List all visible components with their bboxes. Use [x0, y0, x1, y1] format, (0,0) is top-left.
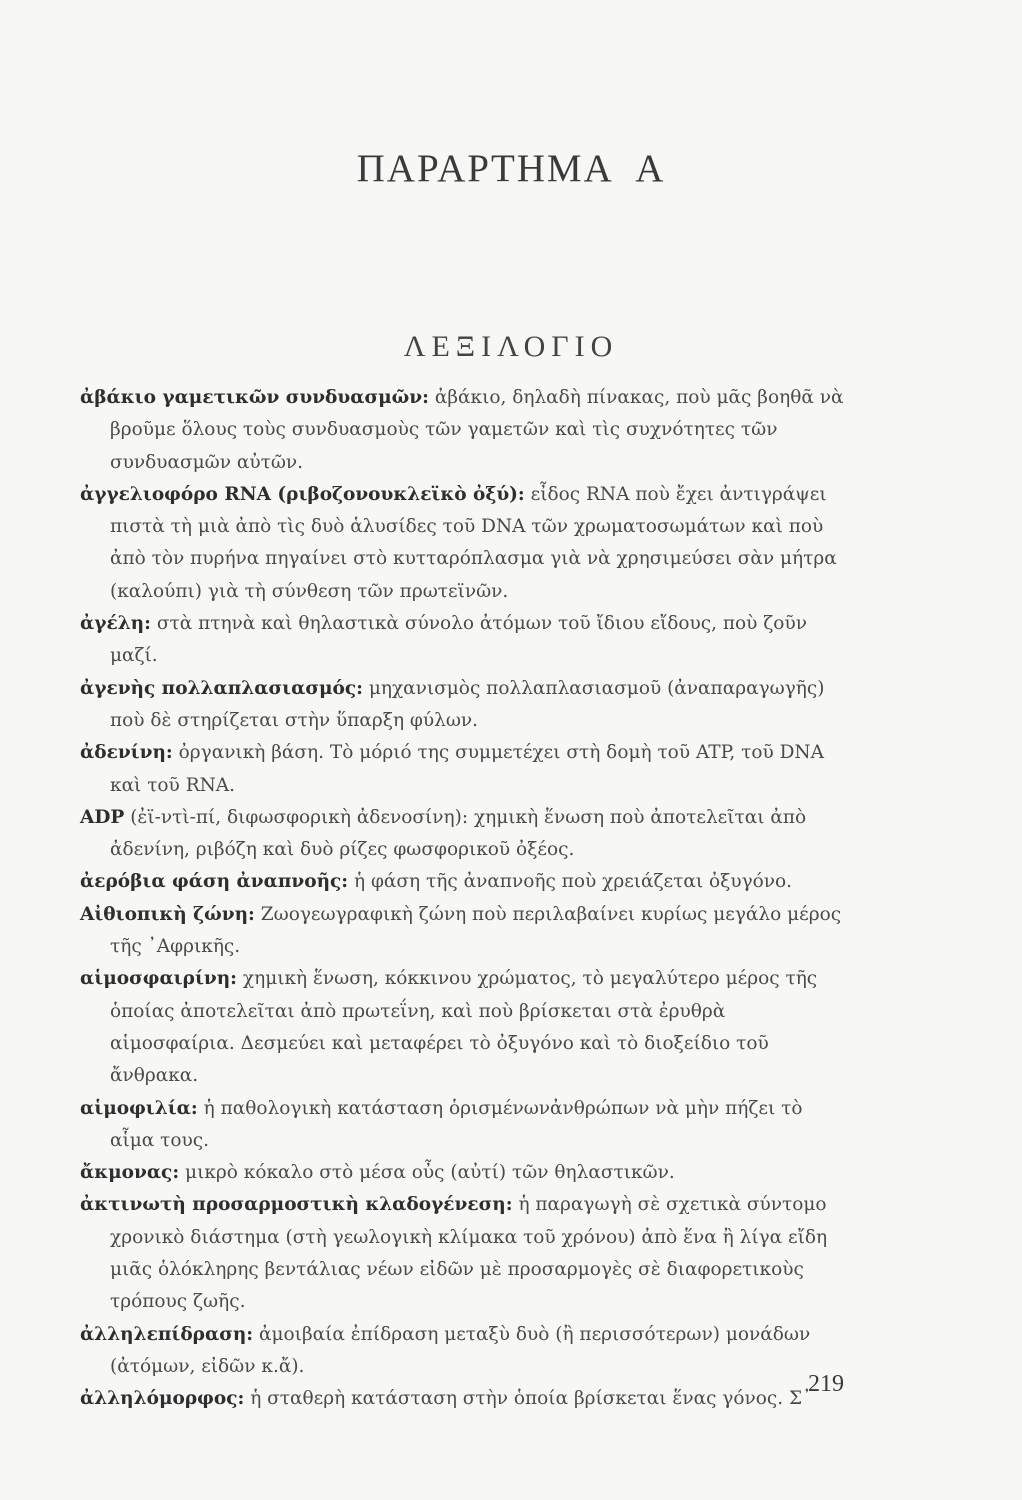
glossary-entry: [80, 899, 850, 964]
entry-term: ἀγγελιοφόρο RNA (ριβοζονουκλεϊκὸ ὀξύ):: [80, 483, 525, 505]
entry-term: ADP: [80, 806, 125, 828]
glossary-entry: [80, 382, 850, 479]
entry-term: ἀλληλόμορφος:: [80, 1388, 245, 1410]
entry-definition: μηχανισμὸς πολλαπλασιασμοῦ (ἀναπαραγωγῆς) ποὺ δὲ στηρίζεται στὴν ὕπαρξη φύλων.: [110, 677, 825, 731]
glossary-entry: [80, 673, 850, 738]
entry-term: ἀκτινωτὴ προσαρμοστικὴ κλαδογένεση:: [80, 1194, 513, 1216]
entry-term: ἀγέλη:: [80, 613, 151, 635]
entry-term: Αἰθιοπικὴ ζώνη:: [80, 903, 255, 925]
glossary-entry: [80, 866, 850, 898]
glossary-entry: [80, 802, 850, 867]
page-number: 219: [808, 1371, 844, 1397]
glossary-entries: [80, 382, 850, 1416]
entry-definition: Ζωογεωγραφικὴ ζώνη ποὺ περιλαβαίνει κυρίως μεγάλο μέρος τῆς ᾿Αφρικῆς.: [110, 903, 842, 958]
entry-term: αἱμοφιλία:: [80, 1097, 198, 1119]
entry-definition: ἀβάκιο, δηλαδὴ πίνακας, ποὺ μᾶς βοηθᾶ νὰ βροῦμε ὅλους τοὺς συνδυασμοὺς τῶν γαμετῶν καὶ τὶς συχνότητες τῶν συνδυασμῶν αὐτῶν.: [110, 387, 844, 473]
entry-definition: (ἐϊ-ντὶ-πί, διφωσφορικὴ ἀδενοσίνη): χημικὴ ἕνωση ποὺ ἀποτελεῖται ἀπὸ ἀδενίνη, ριβόζη καὶ δυὸ ρίζες φωσφορικοῦ ὀξέος.: [110, 806, 807, 861]
glossary-entry: [80, 1157, 850, 1189]
glossary-entry: [80, 479, 850, 608]
entry-term: ἀδενίνη:: [80, 742, 173, 764]
entry-definition: μικρὸ κόκαλο στὸ μέσα οὖς (αὐτί) τῶν θηλαστικῶν.: [185, 1162, 675, 1184]
entry-term: ἀλληλεπίδραση:: [80, 1323, 254, 1345]
glossary-entry: [80, 1319, 850, 1384]
entry-term: ἄκμονας:: [80, 1162, 180, 1184]
entry-definition: ὀργανικὴ βάση. Τὸ μόριό της συμμετέχει στὴ δομὴ τοῦ ATP, τοῦ DNA καὶ τοῦ RNA.: [110, 742, 824, 796]
entry-term: αἱμοσφαιρίνη:: [80, 968, 238, 990]
glossary-entry: [80, 1383, 850, 1415]
entry-definition: ἡ φάση τῆς ἀναπνοῆς ποὺ χρειάζεται ὀξυγόνο.: [354, 871, 793, 893]
appendix-title: ΠΑΡΑΡΤΗΜΑ Α: [356, 147, 666, 190]
entry-term: ἀβάκιο γαμετικῶν συνδυασμῶν:: [80, 387, 429, 408]
glossary-entry: [80, 1189, 850, 1318]
entry-definition: εἶδος RNA ποὺ ἔχει ἀντιγράψει πιστὰ τὴ μιὰ ἀπὸ τὶς δυὸ ἁλυσίδες τοῦ DNA τῶν χρωματοσωμάτων καὶ ποὺ ἀπὸ τὸν πυρήνα πηγαίνει στὸ κυτταρόπλασμα γιὰ νὰ χρησιμεύσει σὰν μήτρα (καλούπι) γιὰ τὴ σύνθεση τῶν πρωτεϊνῶν.: [110, 483, 837, 602]
entry-definition: ἀμοιβαία ἐπίδραση μεταξὺ δυὸ (ἢ περισσότερων) μονάδων (ἀτόμων, εἰδῶν κ.ἄ).: [110, 1323, 811, 1377]
entry-term: ἀερόβια φάση ἀναπνοῆς:: [80, 871, 349, 893]
entry-definition: χημικὴ ἕνωση, κόκκινου χρώματος, τὸ μεγαλύτερο μέρος τῆς ὁποίας ἀποτελεῖται ἀπὸ πρωτεΐνη, καὶ ποὺ βρίσκεται στὰ ἐρυθρὰ αἱμοσφαίρια. Δεσμεύει καὶ μεταφέρει τὸ ὀξυγόνο καὶ τὸ διοξείδιο τοῦ ἄνθρακα.: [110, 968, 818, 1087]
glossary-entry: [80, 608, 850, 673]
glossary-title: ΛΕΞΙΛΟΓΙΟ: [403, 330, 619, 363]
entry-definition: στὰ πτηνὰ καὶ θηλαστικὰ σύνολο ἀτόμων τοῦ ἴδιου εἴδους, ποὺ ζοῦν μαζί.: [110, 613, 807, 667]
entry-term: ἀγενὴς πολλαπλασιασμός:: [80, 677, 363, 699]
entry-definition: ἡ παραγωγὴ σὲ σχετικὰ σύντομο χρονικὸ διάστημα (στὴ γεωλογικὴ κλίμακα τοῦ χρόνου) ἀπὸ ἕνα ἢ λίγα εἴδη μιᾶς ὁλόκληρης βεντάλιας νέων εἰδῶν μὲ προσαρμογὲς σὲ διαφορετικοὺς τρόπους ζωῆς.: [110, 1194, 828, 1313]
glossary-entry: [80, 963, 850, 1092]
glossary-entry: [80, 737, 850, 802]
entry-definition: ἡ παθολογικὴ κατάσταση ὁρισμένωνἀνθρώπων νὰ μὴν πήζει τὸ αἷμα τους.: [110, 1097, 803, 1151]
glossary-entry: [80, 1093, 850, 1158]
entry-definition: ἡ σταθερὴ κατάσταση στὴν ὁποία βρίσκεται ἕνας γόνος. Σ᾿: [250, 1388, 812, 1410]
